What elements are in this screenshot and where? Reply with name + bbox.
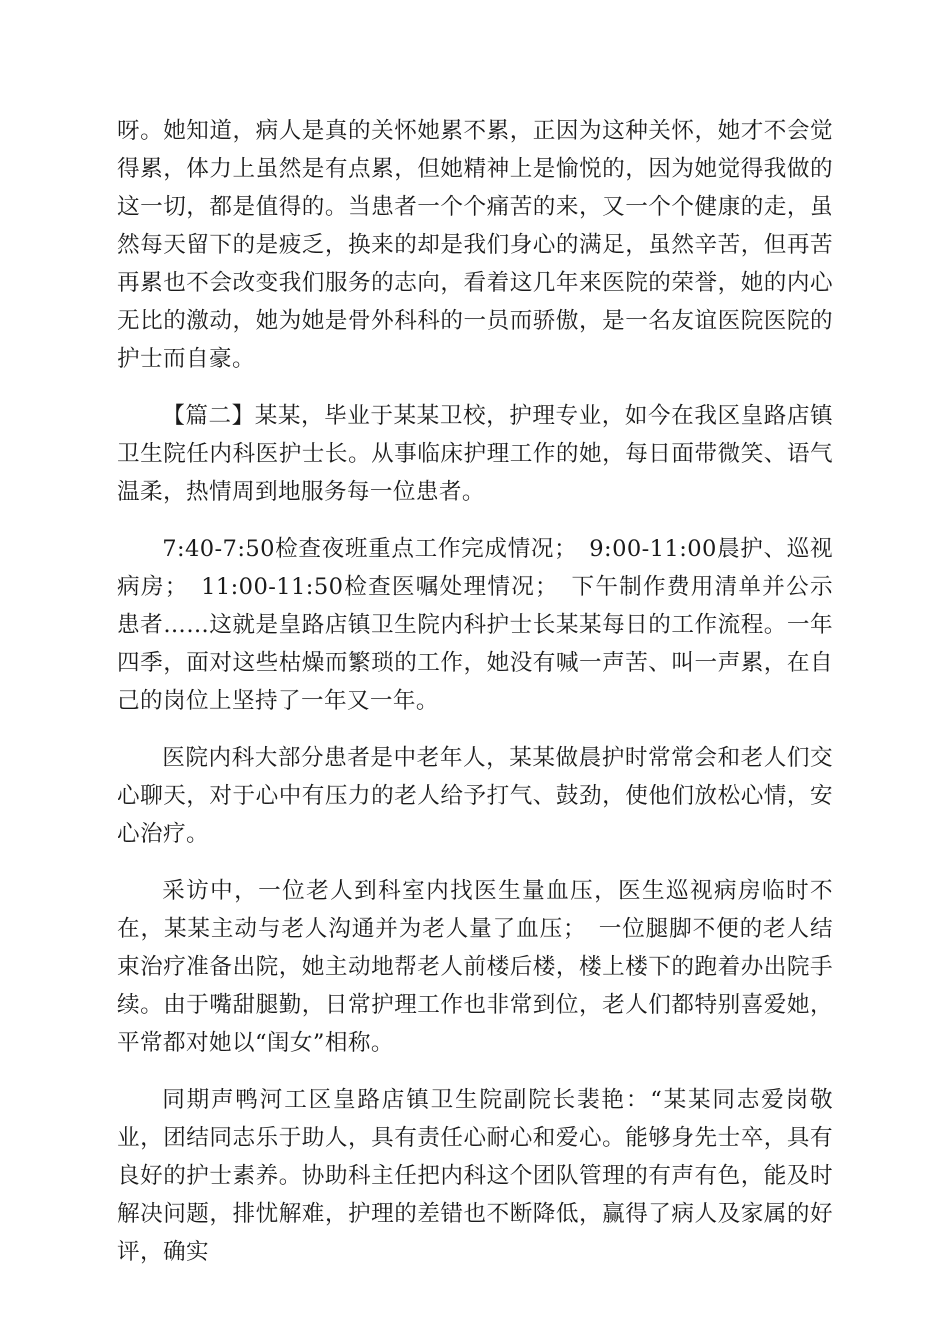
paragraph-section-two-intro: 【篇二】某某，毕业于某某卫校，护理专业，如今在我区皇路店镇卫生院任内科医护士长。从事临床护理工作的她，每日面带微笑、语气温柔，热情周到地服务每一位患者。: [117, 403, 833, 505]
paragraph-continuation: 呀。她知道，病人是真的关怀她累不累，正因为这种关怀，她才不会觉得累，体力上虽然是有点累，但她精神上是愉悦的，因为她觉得我做的这一切，都是值得的。当患者一个个痛苦的来，又一个个健康的走，虽然每天留下的是疲乏，换来的却是我们身心的满足，虽然辛苦，但再苦再累也不会改变我们服务的志向，看着这几年来医院的荣誉，她的内心无比的激动，她为她是骨外科科的一员而骄傲，是一名友谊医院医院的护士而自豪。: [117, 118, 833, 372]
paragraph-elderly-patients: 医院内科大部分患者是中老年人，某某做晨护时常常会和老人们交心聊天，对于心中有压力的老人给予打气、鼓劲，使他们放松心情，安心治疗。: [117, 745, 833, 847]
paragraph-interview: 采访中，一位老人到科室内找医生量血压，医生巡视病房临时不在，某某主动与老人沟通并为老人量了血压； 一位腿脚不便的老人结束治疗准备出院，她主动地帮老人前楼后楼，楼上楼下的跑着办出院手续。由于嘴甜腿勤，日常护理工作也非常到位，老人们都特别喜爱她，平常都对她以“闺女”相称。: [117, 878, 833, 1056]
document-body: [117, 112, 833, 1290]
paragraph-daily-schedule: 7:40-7:50检查夜班重点工作完成情况； 9:00-11:00晨护、巡视病房； 11:00-11:50检查医嘱处理情况； 下午制作费用清单并公示患者……这就是皇路店镇卫生院内科护士长某某每日的工作流程。一年四季，面对这些枯燥而繁琐的工作，她没有喊一声苦、叫一声累，在自己的岗位上坚持了一年又一年。: [117, 536, 833, 714]
paragraph-vice-president-quote: 同期声鸭河工区皇路店镇卫生院副院长裴艳：“某某同志爱岗敬业，团结同志乐于助人，具有责任心耐心和爱心。能够身先士卒，具有良好的护士素养。协助科主任把内科这个团队管理的有声有色，能及时解决问题，排忧解难，护理的差错也不断降低，赢得了病人及家属的好评，确实: [117, 1087, 833, 1265]
